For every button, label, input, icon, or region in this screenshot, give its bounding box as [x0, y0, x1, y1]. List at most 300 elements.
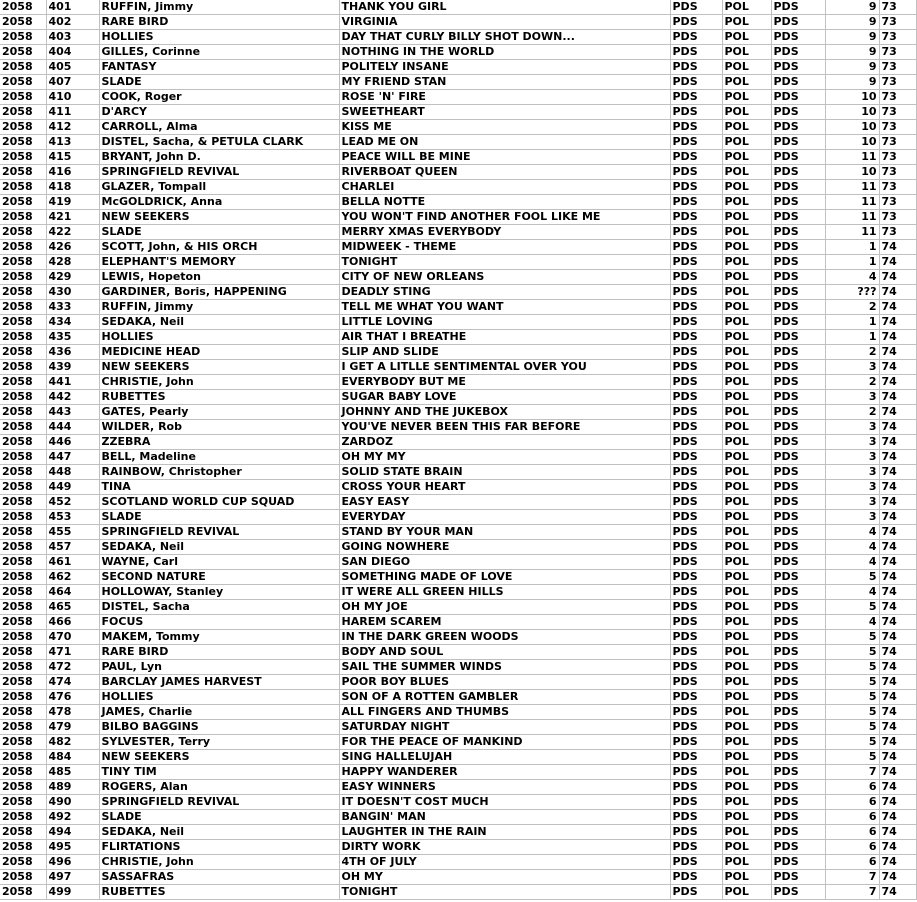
year-cell[interactable]: 74	[879, 495, 916, 510]
label2-cell[interactable]: POL	[722, 825, 771, 840]
prefix-cell[interactable]: 2058	[0, 300, 46, 315]
artist-cell[interactable]: NEW SEEKERS	[99, 750, 339, 765]
artist-cell[interactable]: HOLLIES	[99, 30, 339, 45]
title-cell[interactable]: I GET A LITLLE SENTIMENTAL OVER YOU	[339, 360, 670, 375]
prefix-cell[interactable]: 2058	[0, 255, 46, 270]
number-cell[interactable]: 435	[46, 330, 99, 345]
year-cell[interactable]: 73	[879, 75, 916, 90]
title-cell[interactable]: KISS ME	[339, 120, 670, 135]
label3-cell[interactable]: PDS	[771, 585, 825, 600]
position-cell[interactable]: 3	[825, 435, 879, 450]
label1-cell[interactable]: PDS	[670, 525, 722, 540]
position-cell[interactable]: 11	[825, 210, 879, 225]
prefix-cell[interactable]: 2058	[0, 180, 46, 195]
position-cell[interactable]: 5	[825, 735, 879, 750]
label3-cell[interactable]: PDS	[771, 600, 825, 615]
label1-cell[interactable]: PDS	[670, 90, 722, 105]
year-cell[interactable]: 74	[879, 660, 916, 675]
number-cell[interactable]: 421	[46, 210, 99, 225]
artist-cell[interactable]: GILLES, Corinne	[99, 45, 339, 60]
label2-cell[interactable]: POL	[722, 45, 771, 60]
artist-cell[interactable]: SPRINGFIELD REVIVAL	[99, 525, 339, 540]
title-cell[interactable]: LEAD ME ON	[339, 135, 670, 150]
position-cell[interactable]: 11	[825, 180, 879, 195]
number-cell[interactable]: 436	[46, 345, 99, 360]
label2-cell[interactable]: POL	[722, 765, 771, 780]
prefix-cell[interactable]: 2058	[0, 30, 46, 45]
prefix-cell[interactable]: 2058	[0, 90, 46, 105]
artist-cell[interactable]: SEDAKA, Neil	[99, 315, 339, 330]
prefix-cell[interactable]: 2058	[0, 495, 46, 510]
prefix-cell[interactable]: 2058	[0, 360, 46, 375]
label3-cell[interactable]: PDS	[771, 0, 825, 15]
position-cell[interactable]: 6	[825, 780, 879, 795]
position-cell[interactable]: 6	[825, 825, 879, 840]
label1-cell[interactable]: PDS	[670, 15, 722, 30]
position-cell[interactable]: 1	[825, 330, 879, 345]
title-cell[interactable]: LAUGHTER IN THE RAIN	[339, 825, 670, 840]
position-cell[interactable]: 5	[825, 750, 879, 765]
title-cell[interactable]: SON OF A ROTTEN GAMBLER	[339, 690, 670, 705]
prefix-cell[interactable]: 2058	[0, 225, 46, 240]
number-cell[interactable]: 442	[46, 390, 99, 405]
number-cell[interactable]: 455	[46, 525, 99, 540]
position-cell[interactable]: 5	[825, 705, 879, 720]
label2-cell[interactable]: POL	[722, 660, 771, 675]
prefix-cell[interactable]: 2058	[0, 105, 46, 120]
position-cell[interactable]: 5	[825, 630, 879, 645]
label2-cell[interactable]: POL	[722, 450, 771, 465]
prefix-cell[interactable]: 2058	[0, 0, 46, 15]
label2-cell[interactable]: POL	[722, 570, 771, 585]
label3-cell[interactable]: PDS	[771, 450, 825, 465]
label2-cell[interactable]: POL	[722, 735, 771, 750]
label2-cell[interactable]: POL	[722, 840, 771, 855]
year-cell[interactable]: 73	[879, 195, 916, 210]
label2-cell[interactable]: POL	[722, 855, 771, 870]
year-cell[interactable]: 74	[879, 405, 916, 420]
position-cell[interactable]: 9	[825, 0, 879, 15]
label1-cell[interactable]: PDS	[670, 60, 722, 75]
label1-cell[interactable]: PDS	[670, 405, 722, 420]
position-cell[interactable]: 5	[825, 600, 879, 615]
label1-cell[interactable]: PDS	[670, 705, 722, 720]
label1-cell[interactable]: PDS	[670, 540, 722, 555]
title-cell[interactable]: DIRTY WORK	[339, 840, 670, 855]
year-cell[interactable]: 74	[879, 690, 916, 705]
label2-cell[interactable]: POL	[722, 645, 771, 660]
position-cell[interactable]: 3	[825, 480, 879, 495]
year-cell[interactable]: 74	[879, 675, 916, 690]
number-cell[interactable]: 434	[46, 315, 99, 330]
artist-cell[interactable]: SLADE	[99, 75, 339, 90]
artist-cell[interactable]: RAINBOW, Christopher	[99, 465, 339, 480]
artist-cell[interactable]: SPRINGFIELD REVIVAL	[99, 795, 339, 810]
label1-cell[interactable]: PDS	[670, 450, 722, 465]
label3-cell[interactable]: PDS	[771, 750, 825, 765]
position-cell[interactable]: 7	[825, 870, 879, 885]
year-cell[interactable]: 74	[879, 285, 916, 300]
label3-cell[interactable]: PDS	[771, 15, 825, 30]
label2-cell[interactable]: POL	[722, 150, 771, 165]
artist-cell[interactable]: PAUL, Lyn	[99, 660, 339, 675]
title-cell[interactable]: SAIL THE SUMMER WINDS	[339, 660, 670, 675]
number-cell[interactable]: 403	[46, 30, 99, 45]
label1-cell[interactable]: PDS	[670, 720, 722, 735]
title-cell[interactable]: MIDWEEK - THEME	[339, 240, 670, 255]
year-cell[interactable]: 74	[879, 525, 916, 540]
number-cell[interactable]: 466	[46, 615, 99, 630]
artist-cell[interactable]: ZZEBRA	[99, 435, 339, 450]
artist-cell[interactable]: DISTEL, Sacha	[99, 600, 339, 615]
artist-cell[interactable]: MEDICINE HEAD	[99, 345, 339, 360]
label1-cell[interactable]: PDS	[670, 480, 722, 495]
year-cell[interactable]: 74	[879, 585, 916, 600]
label3-cell[interactable]: PDS	[771, 810, 825, 825]
label2-cell[interactable]: POL	[722, 720, 771, 735]
label2-cell[interactable]: POL	[722, 360, 771, 375]
artist-cell[interactable]: CHRISTIE, John	[99, 855, 339, 870]
label2-cell[interactable]: POL	[722, 375, 771, 390]
title-cell[interactable]: AIR THAT I BREATHE	[339, 330, 670, 345]
artist-cell[interactable]: RUBETTES	[99, 885, 339, 900]
artist-cell[interactable]: SLADE	[99, 810, 339, 825]
label1-cell[interactable]: PDS	[670, 810, 722, 825]
label2-cell[interactable]: POL	[722, 135, 771, 150]
position-cell[interactable]: 3	[825, 495, 879, 510]
artist-cell[interactable]: MAKEM, Tommy	[99, 630, 339, 645]
artist-cell[interactable]: LEWIS, Hopeton	[99, 270, 339, 285]
position-cell[interactable]: 6	[825, 855, 879, 870]
label2-cell[interactable]: POL	[722, 0, 771, 15]
number-cell[interactable]: 412	[46, 120, 99, 135]
artist-cell[interactable]: McGOLDRICK, Anna	[99, 195, 339, 210]
label1-cell[interactable]: PDS	[670, 75, 722, 90]
prefix-cell[interactable]: 2058	[0, 525, 46, 540]
label1-cell[interactable]: PDS	[670, 420, 722, 435]
title-cell[interactable]: NOTHING IN THE WORLD	[339, 45, 670, 60]
number-cell[interactable]: 499	[46, 885, 99, 900]
label3-cell[interactable]: PDS	[771, 90, 825, 105]
year-cell[interactable]: 73	[879, 0, 916, 15]
number-cell[interactable]: 484	[46, 750, 99, 765]
label2-cell[interactable]: POL	[722, 630, 771, 645]
label3-cell[interactable]: PDS	[771, 795, 825, 810]
number-cell[interactable]: 410	[46, 90, 99, 105]
label3-cell[interactable]: PDS	[771, 660, 825, 675]
position-cell[interactable]: 9	[825, 75, 879, 90]
label2-cell[interactable]: POL	[722, 525, 771, 540]
title-cell[interactable]: CROSS YOUR HEART	[339, 480, 670, 495]
prefix-cell[interactable]: 2058	[0, 135, 46, 150]
year-cell[interactable]: 74	[879, 270, 916, 285]
label3-cell[interactable]: PDS	[771, 315, 825, 330]
position-cell[interactable]: 9	[825, 45, 879, 60]
label1-cell[interactable]: PDS	[670, 150, 722, 165]
number-cell[interactable]: 415	[46, 150, 99, 165]
label1-cell[interactable]: PDS	[670, 645, 722, 660]
number-cell[interactable]: 422	[46, 225, 99, 240]
number-cell[interactable]: 405	[46, 60, 99, 75]
label1-cell[interactable]: PDS	[670, 555, 722, 570]
position-cell[interactable]: 3	[825, 465, 879, 480]
title-cell[interactable]: YOU WON'T FIND ANOTHER FOOL LIKE ME	[339, 210, 670, 225]
position-cell[interactable]: 1	[825, 240, 879, 255]
label1-cell[interactable]: PDS	[670, 630, 722, 645]
title-cell[interactable]: IN THE DARK GREEN WOODS	[339, 630, 670, 645]
prefix-cell[interactable]: 2058	[0, 540, 46, 555]
year-cell[interactable]: 74	[879, 570, 916, 585]
number-cell[interactable]: 497	[46, 870, 99, 885]
label2-cell[interactable]: POL	[722, 210, 771, 225]
prefix-cell[interactable]: 2058	[0, 150, 46, 165]
year-cell[interactable]: 74	[879, 630, 916, 645]
label3-cell[interactable]: PDS	[771, 360, 825, 375]
number-cell[interactable]: 411	[46, 105, 99, 120]
prefix-cell[interactable]: 2058	[0, 555, 46, 570]
prefix-cell[interactable]: 2058	[0, 195, 46, 210]
year-cell[interactable]: 74	[879, 315, 916, 330]
title-cell[interactable]: SAN DIEGO	[339, 555, 670, 570]
number-cell[interactable]: 449	[46, 480, 99, 495]
label1-cell[interactable]: PDS	[670, 675, 722, 690]
label3-cell[interactable]: PDS	[771, 390, 825, 405]
year-cell[interactable]: 73	[879, 135, 916, 150]
prefix-cell[interactable]: 2058	[0, 15, 46, 30]
year-cell[interactable]: 74	[879, 255, 916, 270]
label2-cell[interactable]: POL	[722, 75, 771, 90]
title-cell[interactable]: CHARLEI	[339, 180, 670, 195]
position-cell[interactable]: 11	[825, 150, 879, 165]
label2-cell[interactable]: POL	[722, 420, 771, 435]
artist-cell[interactable]: SASSAFRAS	[99, 870, 339, 885]
position-cell[interactable]: 5	[825, 690, 879, 705]
position-cell[interactable]: 10	[825, 135, 879, 150]
label1-cell[interactable]: PDS	[670, 255, 722, 270]
artist-cell[interactable]: SYLVESTER, Terry	[99, 735, 339, 750]
number-cell[interactable]: 479	[46, 720, 99, 735]
artist-cell[interactable]: FLIRTATIONS	[99, 840, 339, 855]
position-cell[interactable]: 4	[825, 525, 879, 540]
label2-cell[interactable]: POL	[722, 105, 771, 120]
number-cell[interactable]: 443	[46, 405, 99, 420]
artist-cell[interactable]: SECOND NATURE	[99, 570, 339, 585]
year-cell[interactable]: 74	[879, 375, 916, 390]
prefix-cell[interactable]: 2058	[0, 615, 46, 630]
label3-cell[interactable]: PDS	[771, 630, 825, 645]
number-cell[interactable]: 433	[46, 300, 99, 315]
artist-cell[interactable]: CHRISTIE, John	[99, 375, 339, 390]
year-cell[interactable]: 74	[879, 555, 916, 570]
label2-cell[interactable]: POL	[722, 60, 771, 75]
label3-cell[interactable]: PDS	[771, 210, 825, 225]
prefix-cell[interactable]: 2058	[0, 345, 46, 360]
number-cell[interactable]: 462	[46, 570, 99, 585]
artist-cell[interactable]: ELEPHANT'S MEMORY	[99, 255, 339, 270]
label1-cell[interactable]: PDS	[670, 180, 722, 195]
label1-cell[interactable]: PDS	[670, 135, 722, 150]
title-cell[interactable]: OH MY MY	[339, 450, 670, 465]
label3-cell[interactable]: PDS	[771, 420, 825, 435]
number-cell[interactable]: 478	[46, 705, 99, 720]
number-cell[interactable]: 416	[46, 165, 99, 180]
label2-cell[interactable]: POL	[722, 240, 771, 255]
label3-cell[interactable]: PDS	[771, 870, 825, 885]
label1-cell[interactable]: PDS	[670, 105, 722, 120]
label3-cell[interactable]: PDS	[771, 690, 825, 705]
year-cell[interactable]: 74	[879, 750, 916, 765]
year-cell[interactable]: 74	[879, 420, 916, 435]
prefix-cell[interactable]: 2058	[0, 435, 46, 450]
year-cell[interactable]: 74	[879, 720, 916, 735]
label1-cell[interactable]: PDS	[670, 165, 722, 180]
number-cell[interactable]: 430	[46, 285, 99, 300]
label3-cell[interactable]: PDS	[771, 765, 825, 780]
label2-cell[interactable]: POL	[722, 435, 771, 450]
prefix-cell[interactable]: 2058	[0, 270, 46, 285]
label1-cell[interactable]: PDS	[670, 345, 722, 360]
number-cell[interactable]: 441	[46, 375, 99, 390]
prefix-cell[interactable]: 2058	[0, 825, 46, 840]
artist-cell[interactable]: BARCLAY JAMES HARVEST	[99, 675, 339, 690]
artist-cell[interactable]: CARROLL, Alma	[99, 120, 339, 135]
position-cell[interactable]: 7	[825, 765, 879, 780]
position-cell[interactable]: 5	[825, 570, 879, 585]
label1-cell[interactable]: PDS	[670, 840, 722, 855]
prefix-cell[interactable]: 2058	[0, 735, 46, 750]
label2-cell[interactable]: POL	[722, 165, 771, 180]
prefix-cell[interactable]: 2058	[0, 810, 46, 825]
year-cell[interactable]: 73	[879, 150, 916, 165]
label2-cell[interactable]: POL	[722, 195, 771, 210]
label3-cell[interactable]: PDS	[771, 495, 825, 510]
label2-cell[interactable]: POL	[722, 795, 771, 810]
artist-cell[interactable]: ROGERS, Alan	[99, 780, 339, 795]
title-cell[interactable]: MY FRIEND STAN	[339, 75, 670, 90]
number-cell[interactable]: 489	[46, 780, 99, 795]
title-cell[interactable]: DEADLY STING	[339, 285, 670, 300]
label1-cell[interactable]: PDS	[670, 315, 722, 330]
title-cell[interactable]: ROSE 'N' FIRE	[339, 90, 670, 105]
label3-cell[interactable]: PDS	[771, 225, 825, 240]
position-cell[interactable]: 9	[825, 30, 879, 45]
year-cell[interactable]: 73	[879, 60, 916, 75]
label3-cell[interactable]: PDS	[771, 840, 825, 855]
artist-cell[interactable]: HOLLIES	[99, 330, 339, 345]
year-cell[interactable]: 74	[879, 510, 916, 525]
position-cell[interactable]: 5	[825, 720, 879, 735]
label2-cell[interactable]: POL	[722, 750, 771, 765]
position-cell[interactable]: 10	[825, 120, 879, 135]
label3-cell[interactable]: PDS	[771, 555, 825, 570]
label2-cell[interactable]: POL	[722, 480, 771, 495]
label1-cell[interactable]: PDS	[670, 45, 722, 60]
number-cell[interactable]: 428	[46, 255, 99, 270]
label3-cell[interactable]: PDS	[771, 375, 825, 390]
prefix-cell[interactable]: 2058	[0, 660, 46, 675]
title-cell[interactable]: EASY EASY	[339, 495, 670, 510]
label3-cell[interactable]: PDS	[771, 180, 825, 195]
label3-cell[interactable]: PDS	[771, 540, 825, 555]
title-cell[interactable]: TONIGHT	[339, 255, 670, 270]
label2-cell[interactable]: POL	[722, 690, 771, 705]
title-cell[interactable]: PEACE WILL BE MINE	[339, 150, 670, 165]
title-cell[interactable]: ZARDOZ	[339, 435, 670, 450]
prefix-cell[interactable]: 2058	[0, 675, 46, 690]
artist-cell[interactable]: FOCUS	[99, 615, 339, 630]
position-cell[interactable]: 10	[825, 165, 879, 180]
label1-cell[interactable]: PDS	[670, 750, 722, 765]
label1-cell[interactable]: PDS	[670, 375, 722, 390]
artist-cell[interactable]: SPRINGFIELD REVIVAL	[99, 165, 339, 180]
prefix-cell[interactable]: 2058	[0, 75, 46, 90]
position-cell[interactable]: 3	[825, 360, 879, 375]
title-cell[interactable]: FOR THE PEACE OF MANKIND	[339, 735, 670, 750]
label1-cell[interactable]: PDS	[670, 510, 722, 525]
prefix-cell[interactable]: 2058	[0, 165, 46, 180]
label2-cell[interactable]: POL	[722, 255, 771, 270]
position-cell[interactable]: 11	[825, 195, 879, 210]
position-cell[interactable]: 10	[825, 105, 879, 120]
position-cell[interactable]: 7	[825, 885, 879, 900]
label1-cell[interactable]: PDS	[670, 735, 722, 750]
number-cell[interactable]: 472	[46, 660, 99, 675]
title-cell[interactable]: BODY AND SOUL	[339, 645, 670, 660]
title-cell[interactable]: SATURDAY NIGHT	[339, 720, 670, 735]
title-cell[interactable]: MERRY XMAS EVERYBODY	[339, 225, 670, 240]
label1-cell[interactable]: PDS	[670, 330, 722, 345]
title-cell[interactable]: EVERYDAY	[339, 510, 670, 525]
year-cell[interactable]: 73	[879, 45, 916, 60]
year-cell[interactable]: 73	[879, 105, 916, 120]
label1-cell[interactable]: PDS	[670, 225, 722, 240]
artist-cell[interactable]: TINA	[99, 480, 339, 495]
label1-cell[interactable]: PDS	[670, 690, 722, 705]
prefix-cell[interactable]: 2058	[0, 390, 46, 405]
year-cell[interactable]: 74	[879, 615, 916, 630]
prefix-cell[interactable]: 2058	[0, 210, 46, 225]
artist-cell[interactable]: RARE BIRD	[99, 645, 339, 660]
number-cell[interactable]: 401	[46, 0, 99, 15]
label1-cell[interactable]: PDS	[670, 825, 722, 840]
artist-cell[interactable]: GLAZER, Tompall	[99, 180, 339, 195]
label3-cell[interactable]: PDS	[771, 165, 825, 180]
year-cell[interactable]: 73	[879, 30, 916, 45]
number-cell[interactable]: 404	[46, 45, 99, 60]
prefix-cell[interactable]: 2058	[0, 600, 46, 615]
year-cell[interactable]: 74	[879, 480, 916, 495]
title-cell[interactable]: HAPPY WANDERER	[339, 765, 670, 780]
title-cell[interactable]: EVERYBODY BUT ME	[339, 375, 670, 390]
artist-cell[interactable]: FANTASY	[99, 60, 339, 75]
number-cell[interactable]: 426	[46, 240, 99, 255]
title-cell[interactable]: ALL FINGERS AND THUMBS	[339, 705, 670, 720]
label1-cell[interactable]: PDS	[670, 600, 722, 615]
number-cell[interactable]: 464	[46, 585, 99, 600]
label2-cell[interactable]: POL	[722, 705, 771, 720]
title-cell[interactable]: BELLA NOTTE	[339, 195, 670, 210]
title-cell[interactable]: SING HALLELUJAH	[339, 750, 670, 765]
position-cell[interactable]: 4	[825, 270, 879, 285]
year-cell[interactable]: 74	[879, 600, 916, 615]
artist-cell[interactable]: RUFFIN, Jimmy	[99, 300, 339, 315]
prefix-cell[interactable]: 2058	[0, 690, 46, 705]
prefix-cell[interactable]: 2058	[0, 45, 46, 60]
label3-cell[interactable]: PDS	[771, 120, 825, 135]
year-cell[interactable]: 73	[879, 120, 916, 135]
year-cell[interactable]: 74	[879, 840, 916, 855]
label2-cell[interactable]: POL	[722, 675, 771, 690]
